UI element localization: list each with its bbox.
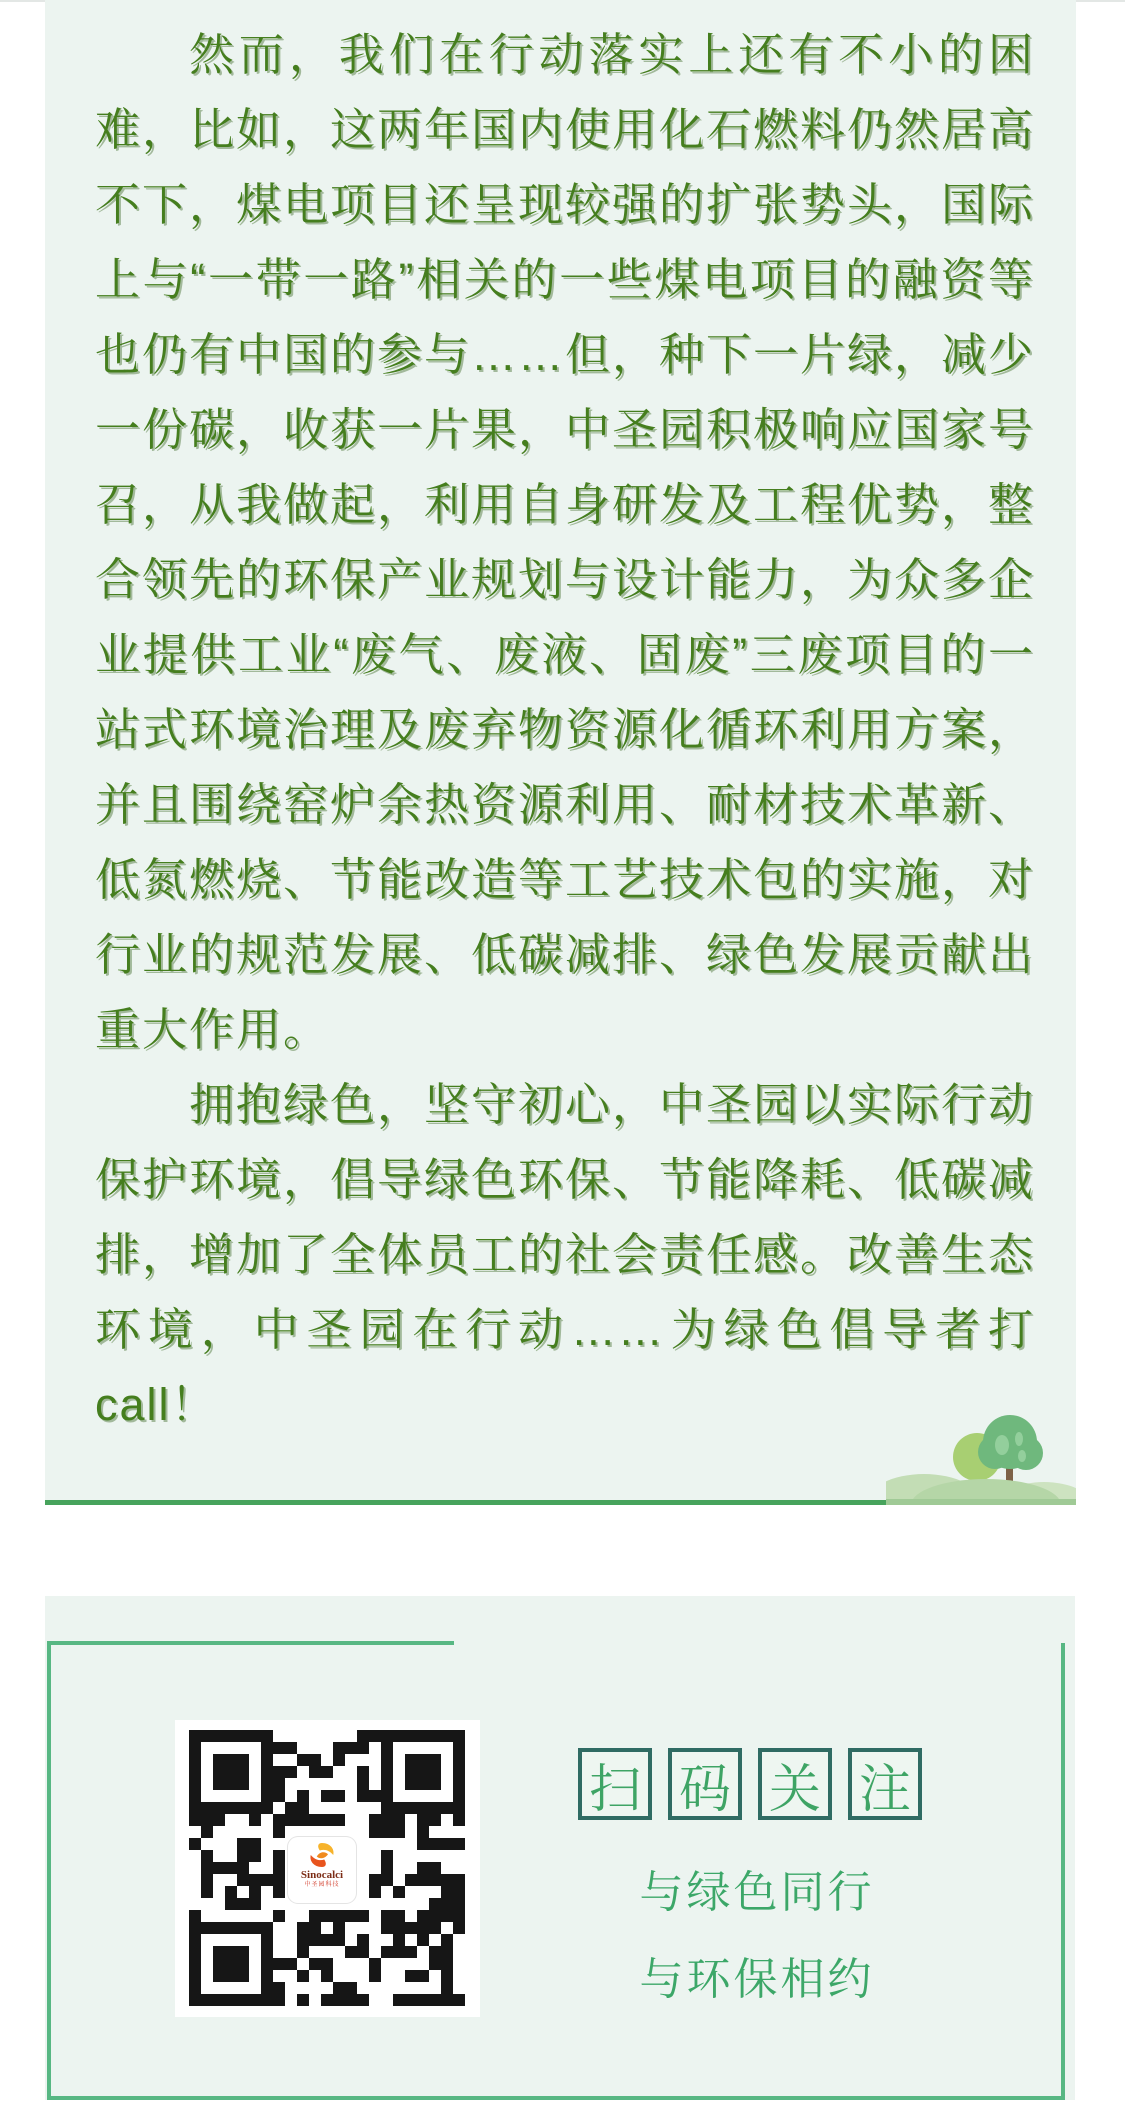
- scan-char-box: 码: [668, 1748, 742, 1820]
- article-body: [45, 0, 1076, 1505]
- trees-illustration: [886, 1412, 1076, 1505]
- scan-char-box: 注: [848, 1748, 922, 1820]
- article-paragraph-1: 然而，我们在行动落实上还有不小的困难，比如，这两年国内使用化石燃料仍然居高不下，煤电项目还呈现较强的扩张势头，国际上与“一带一路”相关的一些煤电项目的融资等也仍有中国的参与……但，种下一片绿，减少一份碳，收获一片果，中圣园积极响应国家号召，从我做起，利用自身研发及工程优势，整合领先的环保产业规划与设计能力，为众多企业提供工业“废气、废液、固废”三废项目的一站式环境治理及废弃物资源化循环利用方案，并且围绕窑炉余热资源利用、耐材技术革新、低氮燃烧、节能改造等工艺技术包的实施，对行业的规范发展、低碳减排、绿色发展贡献出重大作用。: [95, 29, 1036, 1055]
- frame-top-border: [47, 1641, 454, 1645]
- footer-section: [45, 1596, 1075, 2100]
- qr-brand-subtext: 中圣园科技: [304, 1882, 340, 1888]
- sinocalci-logo-icon: [307, 1840, 337, 1870]
- qr-brand-text: Sinocalci: [300, 1869, 344, 1881]
- slogan-line-2: 与环保相约: [639, 1955, 875, 2004]
- frame-left-border: [47, 1641, 51, 2100]
- frame-right-border: [1061, 1643, 1065, 2100]
- scan-char-box: 关: [758, 1748, 832, 1820]
- qr-center-logo: [288, 1837, 356, 1903]
- slogan-line-1: 与绿色同行: [639, 1868, 875, 1917]
- scan-follow-label: [578, 1748, 922, 1820]
- qr-code: [175, 1720, 480, 2017]
- article-paragraph-2: 拥抱绿色，坚守初心，中圣园以实际行动保护环境，倡导绿色环保、节能降耗、低碳减排，增加了全体员工的社会责任感。改善生态环境，中圣园在行动……为绿色倡导者打call！: [95, 1079, 1036, 1430]
- frame-bottom-border: [47, 2096, 1065, 2100]
- scan-char-box: 扫: [578, 1748, 652, 1820]
